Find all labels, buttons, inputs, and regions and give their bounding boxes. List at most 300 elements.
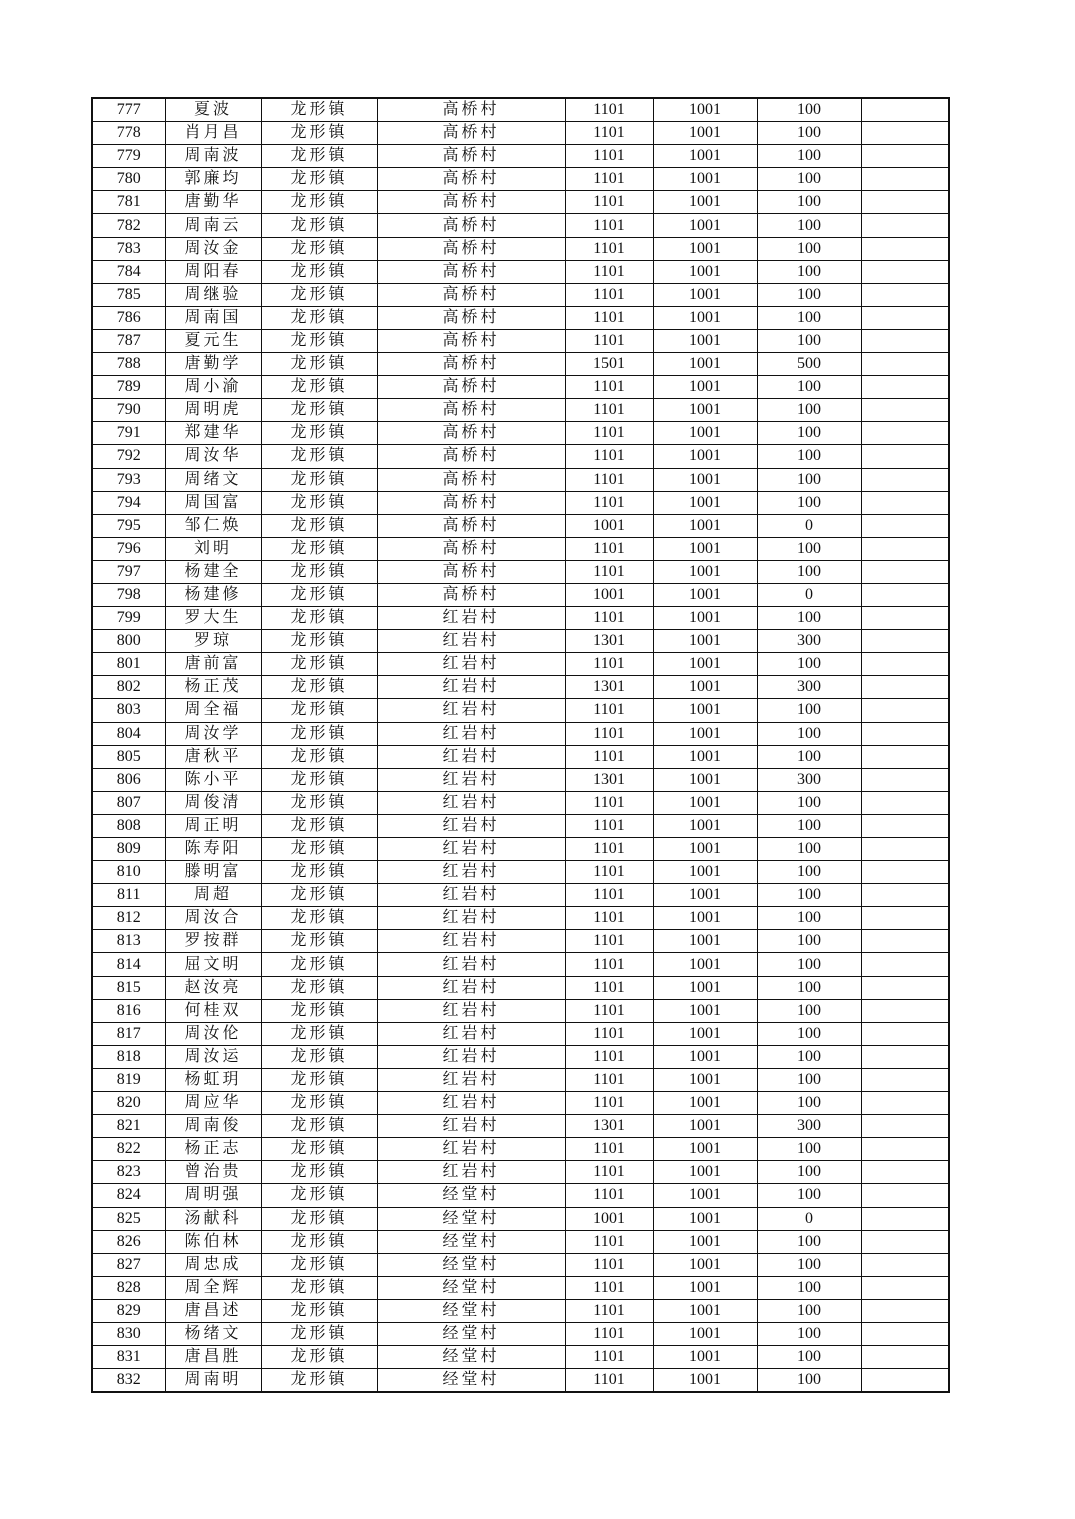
value-b-cell: 1001 (653, 838, 757, 861)
village-cell: 经堂村 (377, 1322, 565, 1345)
difference-cell: 100 (757, 814, 861, 837)
value-b-cell: 1001 (653, 306, 757, 329)
row-number-cell: 826 (92, 1230, 165, 1253)
note-cell (861, 722, 949, 745)
table-row (92, 1346, 949, 1369)
value-b-cell: 1001 (653, 445, 757, 468)
row-number-cell: 805 (92, 745, 165, 768)
name-cell: 汤献科 (165, 1207, 261, 1230)
town-cell: 龙形镇 (261, 953, 377, 976)
value-b-cell: 1001 (653, 122, 757, 145)
row-number-cell: 812 (92, 907, 165, 930)
table-row (92, 168, 949, 191)
name-cell: 周汝伦 (165, 1022, 261, 1045)
town-cell: 龙形镇 (261, 1276, 377, 1299)
name-cell: 周南波 (165, 145, 261, 168)
value-b-cell: 1001 (653, 191, 757, 214)
row-number-cell: 825 (92, 1207, 165, 1230)
village-cell: 红岩村 (377, 999, 565, 1022)
row-number-cell: 784 (92, 260, 165, 283)
row-number-cell: 811 (92, 884, 165, 907)
name-cell: 夏元生 (165, 329, 261, 352)
difference-cell: 300 (757, 1115, 861, 1138)
value-a-cell: 1101 (565, 1299, 653, 1322)
note-cell (861, 306, 949, 329)
town-cell: 龙形镇 (261, 907, 377, 930)
table-row (92, 353, 949, 376)
town-cell: 龙形镇 (261, 537, 377, 560)
row-number-cell: 779 (92, 145, 165, 168)
row-number-cell: 827 (92, 1253, 165, 1276)
difference-cell: 100 (757, 745, 861, 768)
table-row (92, 699, 949, 722)
note-cell (861, 838, 949, 861)
difference-cell: 100 (757, 1230, 861, 1253)
difference-cell: 100 (757, 537, 861, 560)
name-cell: 滕明富 (165, 861, 261, 884)
table-row (92, 514, 949, 537)
name-cell: 周小渝 (165, 376, 261, 399)
village-cell: 高桥村 (377, 191, 565, 214)
village-cell: 经堂村 (377, 1276, 565, 1299)
name-cell: 罗按群 (165, 930, 261, 953)
village-cell: 红岩村 (377, 1161, 565, 1184)
note-cell (861, 1115, 949, 1138)
note-cell (861, 122, 949, 145)
value-b-cell: 1001 (653, 745, 757, 768)
table-row (92, 1068, 949, 1091)
table-row (92, 537, 949, 560)
row-number-cell: 798 (92, 583, 165, 606)
town-cell: 龙形镇 (261, 1253, 377, 1276)
name-cell: 罗琼 (165, 630, 261, 653)
row-number-cell: 783 (92, 237, 165, 260)
difference-cell: 300 (757, 676, 861, 699)
value-b-cell: 1001 (653, 861, 757, 884)
row-number-cell: 788 (92, 353, 165, 376)
difference-cell: 0 (757, 514, 861, 537)
town-cell: 龙形镇 (261, 560, 377, 583)
value-a-cell: 1101 (565, 976, 653, 999)
name-cell: 周绪文 (165, 468, 261, 491)
name-cell: 唐勤华 (165, 191, 261, 214)
name-cell: 夏波 (165, 98, 261, 122)
village-cell: 经堂村 (377, 1346, 565, 1369)
difference-cell: 100 (757, 907, 861, 930)
name-cell: 唐昌胜 (165, 1346, 261, 1369)
value-a-cell: 1101 (565, 422, 653, 445)
value-a-cell: 1101 (565, 445, 653, 468)
note-cell (861, 814, 949, 837)
difference-cell: 100 (757, 838, 861, 861)
town-cell: 龙形镇 (261, 583, 377, 606)
value-b-cell: 1001 (653, 953, 757, 976)
value-b-cell: 1001 (653, 722, 757, 745)
note-cell (861, 999, 949, 1022)
table-row (92, 122, 949, 145)
value-a-cell: 1101 (565, 376, 653, 399)
note-cell (861, 445, 949, 468)
name-cell: 唐勤学 (165, 353, 261, 376)
difference-cell: 100 (757, 376, 861, 399)
value-b-cell: 1001 (653, 630, 757, 653)
difference-cell: 0 (757, 583, 861, 606)
difference-cell: 100 (757, 468, 861, 491)
note-cell (861, 145, 949, 168)
difference-cell: 500 (757, 353, 861, 376)
value-a-cell: 1101 (565, 607, 653, 630)
name-cell: 周明虎 (165, 399, 261, 422)
difference-cell: 100 (757, 214, 861, 237)
village-cell: 红岩村 (377, 607, 565, 630)
value-a-cell: 1101 (565, 1369, 653, 1393)
name-cell: 周俊清 (165, 791, 261, 814)
row-number-cell: 777 (92, 98, 165, 122)
value-a-cell: 1301 (565, 676, 653, 699)
name-cell: 陈伯林 (165, 1230, 261, 1253)
value-a-cell: 1101 (565, 98, 653, 122)
value-b-cell: 1001 (653, 676, 757, 699)
value-a-cell: 1101 (565, 145, 653, 168)
name-cell: 周继验 (165, 283, 261, 306)
village-cell: 高桥村 (377, 122, 565, 145)
difference-cell: 100 (757, 1276, 861, 1299)
note-cell (861, 630, 949, 653)
town-cell: 龙形镇 (261, 630, 377, 653)
value-a-cell: 1001 (565, 514, 653, 537)
value-b-cell: 1001 (653, 491, 757, 514)
value-a-cell: 1101 (565, 1322, 653, 1345)
value-a-cell: 1101 (565, 122, 653, 145)
table-row (92, 838, 949, 861)
value-a-cell: 1101 (565, 537, 653, 560)
town-cell: 龙形镇 (261, 214, 377, 237)
town-cell: 龙形镇 (261, 1068, 377, 1091)
town-cell: 龙形镇 (261, 1299, 377, 1322)
town-cell: 龙形镇 (261, 260, 377, 283)
table-row (92, 1369, 949, 1393)
village-cell: 红岩村 (377, 907, 565, 930)
difference-cell: 100 (757, 1369, 861, 1393)
name-cell: 唐前富 (165, 653, 261, 676)
town-cell: 龙形镇 (261, 329, 377, 352)
town-cell: 龙形镇 (261, 699, 377, 722)
table-row (92, 1161, 949, 1184)
name-cell: 周正明 (165, 814, 261, 837)
town-cell: 龙形镇 (261, 283, 377, 306)
town-cell: 龙形镇 (261, 468, 377, 491)
value-b-cell: 1001 (653, 353, 757, 376)
difference-cell: 100 (757, 699, 861, 722)
value-b-cell: 1001 (653, 1322, 757, 1345)
note-cell (861, 699, 949, 722)
note-cell (861, 560, 949, 583)
value-a-cell: 1001 (565, 1207, 653, 1230)
village-cell: 高桥村 (377, 306, 565, 329)
town-cell: 龙形镇 (261, 1092, 377, 1115)
name-cell: 邹仁焕 (165, 514, 261, 537)
row-number-cell: 817 (92, 1022, 165, 1045)
village-cell: 高桥村 (377, 260, 565, 283)
value-a-cell: 1301 (565, 768, 653, 791)
village-cell: 红岩村 (377, 791, 565, 814)
village-cell: 红岩村 (377, 745, 565, 768)
value-a-cell: 1101 (565, 1092, 653, 1115)
value-b-cell: 1001 (653, 260, 757, 283)
note-cell (861, 976, 949, 999)
name-cell: 周全福 (165, 699, 261, 722)
row-number-cell: 790 (92, 399, 165, 422)
table-row (92, 745, 949, 768)
note-cell (861, 1068, 949, 1091)
town-cell: 龙形镇 (261, 1184, 377, 1207)
difference-cell: 100 (757, 145, 861, 168)
value-a-cell: 1101 (565, 1230, 653, 1253)
difference-cell: 100 (757, 560, 861, 583)
note-cell (861, 1045, 949, 1068)
table-body (92, 98, 949, 1392)
note-cell (861, 1369, 949, 1393)
name-cell: 郑建华 (165, 422, 261, 445)
note-cell (861, 676, 949, 699)
village-cell: 高桥村 (377, 445, 565, 468)
difference-cell: 100 (757, 237, 861, 260)
town-cell: 龙形镇 (261, 838, 377, 861)
table-row (92, 930, 949, 953)
row-number-cell: 808 (92, 814, 165, 837)
village-cell: 高桥村 (377, 376, 565, 399)
table-row (92, 861, 949, 884)
difference-cell: 100 (757, 884, 861, 907)
note-cell (861, 791, 949, 814)
value-b-cell: 1001 (653, 468, 757, 491)
name-cell: 周明强 (165, 1184, 261, 1207)
note-cell (861, 491, 949, 514)
table-row (92, 214, 949, 237)
difference-cell: 100 (757, 976, 861, 999)
village-cell: 红岩村 (377, 884, 565, 907)
table-row (92, 1092, 949, 1115)
value-b-cell: 1001 (653, 329, 757, 352)
note-cell (861, 1230, 949, 1253)
note-cell (861, 260, 949, 283)
village-cell: 红岩村 (377, 1022, 565, 1045)
value-a-cell: 1101 (565, 399, 653, 422)
town-cell: 龙形镇 (261, 491, 377, 514)
row-number-cell: 831 (92, 1346, 165, 1369)
difference-cell: 100 (757, 1092, 861, 1115)
value-a-cell: 1101 (565, 814, 653, 837)
village-cell: 高桥村 (377, 514, 565, 537)
town-cell: 龙形镇 (261, 353, 377, 376)
name-cell: 周应华 (165, 1092, 261, 1115)
row-number-cell: 803 (92, 699, 165, 722)
difference-cell: 100 (757, 653, 861, 676)
name-cell: 周全辉 (165, 1276, 261, 1299)
difference-cell: 300 (757, 768, 861, 791)
table-row (92, 145, 949, 168)
town-cell: 龙形镇 (261, 745, 377, 768)
table-row (92, 1184, 949, 1207)
table-row (92, 953, 949, 976)
table-row (92, 1115, 949, 1138)
table-row (92, 329, 949, 352)
value-b-cell: 1001 (653, 168, 757, 191)
row-number-cell: 822 (92, 1138, 165, 1161)
note-cell (861, 353, 949, 376)
name-cell: 何桂双 (165, 999, 261, 1022)
note-cell (861, 1346, 949, 1369)
village-cell: 经堂村 (377, 1207, 565, 1230)
town-cell: 龙形镇 (261, 1138, 377, 1161)
note-cell (861, 583, 949, 606)
table-row (92, 999, 949, 1022)
value-b-cell: 1001 (653, 999, 757, 1022)
name-cell: 周阳春 (165, 260, 261, 283)
difference-cell: 100 (757, 283, 861, 306)
row-number-cell: 823 (92, 1161, 165, 1184)
value-b-cell: 1001 (653, 98, 757, 122)
difference-cell: 100 (757, 861, 861, 884)
value-a-cell: 1301 (565, 630, 653, 653)
table-row (92, 583, 949, 606)
value-a-cell: 1101 (565, 953, 653, 976)
row-number-cell: 832 (92, 1369, 165, 1393)
town-cell: 龙形镇 (261, 722, 377, 745)
row-number-cell: 797 (92, 560, 165, 583)
village-cell: 高桥村 (377, 329, 565, 352)
table-row (92, 399, 949, 422)
table-row (92, 814, 949, 837)
table-row (92, 676, 949, 699)
note-cell (861, 237, 949, 260)
table-row (92, 791, 949, 814)
row-number-cell: 802 (92, 676, 165, 699)
difference-cell: 300 (757, 630, 861, 653)
difference-cell: 100 (757, 168, 861, 191)
village-cell: 红岩村 (377, 630, 565, 653)
note-cell (861, 1253, 949, 1276)
note-cell (861, 537, 949, 560)
village-cell: 红岩村 (377, 722, 565, 745)
town-cell: 龙形镇 (261, 976, 377, 999)
note-cell (861, 653, 949, 676)
town-cell: 龙形镇 (261, 607, 377, 630)
value-a-cell: 1101 (565, 491, 653, 514)
name-cell: 杨正茂 (165, 676, 261, 699)
note-cell (861, 191, 949, 214)
value-b-cell: 1001 (653, 653, 757, 676)
value-a-cell: 1101 (565, 1184, 653, 1207)
difference-cell: 100 (757, 422, 861, 445)
name-cell: 周南云 (165, 214, 261, 237)
note-cell (861, 1184, 949, 1207)
value-a-cell: 1101 (565, 1022, 653, 1045)
table-row (92, 1138, 949, 1161)
name-cell: 周汝合 (165, 907, 261, 930)
row-number-cell: 785 (92, 283, 165, 306)
value-b-cell: 1001 (653, 514, 757, 537)
name-cell: 周南国 (165, 306, 261, 329)
row-number-cell: 795 (92, 514, 165, 537)
value-b-cell: 1001 (653, 1299, 757, 1322)
note-cell (861, 907, 949, 930)
row-number-cell: 830 (92, 1322, 165, 1345)
difference-cell: 100 (757, 445, 861, 468)
note-cell (861, 1322, 949, 1345)
value-a-cell: 1101 (565, 791, 653, 814)
village-cell: 红岩村 (377, 953, 565, 976)
value-b-cell: 1001 (653, 1346, 757, 1369)
town-cell: 龙形镇 (261, 1369, 377, 1393)
value-a-cell: 1101 (565, 329, 653, 352)
value-b-cell: 1001 (653, 1161, 757, 1184)
name-cell: 杨建修 (165, 583, 261, 606)
table-row (92, 422, 949, 445)
village-cell: 高桥村 (377, 98, 565, 122)
row-number-cell: 791 (92, 422, 165, 445)
village-cell: 高桥村 (377, 560, 565, 583)
difference-cell: 100 (757, 1161, 861, 1184)
village-cell: 红岩村 (377, 976, 565, 999)
difference-cell: 100 (757, 999, 861, 1022)
note-cell (861, 168, 949, 191)
row-number-cell: 781 (92, 191, 165, 214)
name-cell: 周汝运 (165, 1045, 261, 1068)
note-cell (861, 607, 949, 630)
village-cell: 红岩村 (377, 1092, 565, 1115)
row-number-cell: 809 (92, 838, 165, 861)
value-b-cell: 1001 (653, 376, 757, 399)
difference-cell: 100 (757, 491, 861, 514)
table-row (92, 306, 949, 329)
row-number-cell: 778 (92, 122, 165, 145)
table-row (92, 653, 949, 676)
village-cell: 高桥村 (377, 422, 565, 445)
value-a-cell: 1101 (565, 722, 653, 745)
note-cell (861, 745, 949, 768)
note-cell (861, 399, 949, 422)
village-cell: 红岩村 (377, 699, 565, 722)
village-cell: 经堂村 (377, 1369, 565, 1393)
row-number-cell: 813 (92, 930, 165, 953)
note-cell (861, 1276, 949, 1299)
value-a-cell: 1101 (565, 468, 653, 491)
note-cell (861, 329, 949, 352)
value-a-cell: 1101 (565, 237, 653, 260)
town-cell: 龙形镇 (261, 1115, 377, 1138)
value-b-cell: 1001 (653, 1022, 757, 1045)
name-cell: 杨建全 (165, 560, 261, 583)
value-a-cell: 1301 (565, 1115, 653, 1138)
row-number-cell: 824 (92, 1184, 165, 1207)
village-cell: 经堂村 (377, 1299, 565, 1322)
village-cell: 高桥村 (377, 583, 565, 606)
value-a-cell: 1101 (565, 907, 653, 930)
value-b-cell: 1001 (653, 607, 757, 630)
value-a-cell: 1101 (565, 306, 653, 329)
village-cell: 高桥村 (377, 145, 565, 168)
value-b-cell: 1001 (653, 145, 757, 168)
value-a-cell: 1101 (565, 745, 653, 768)
town-cell: 龙形镇 (261, 999, 377, 1022)
town-cell: 龙形镇 (261, 1322, 377, 1345)
town-cell: 龙形镇 (261, 884, 377, 907)
difference-cell: 100 (757, 260, 861, 283)
value-b-cell: 1001 (653, 930, 757, 953)
difference-cell: 100 (757, 1346, 861, 1369)
difference-cell: 100 (757, 122, 861, 145)
